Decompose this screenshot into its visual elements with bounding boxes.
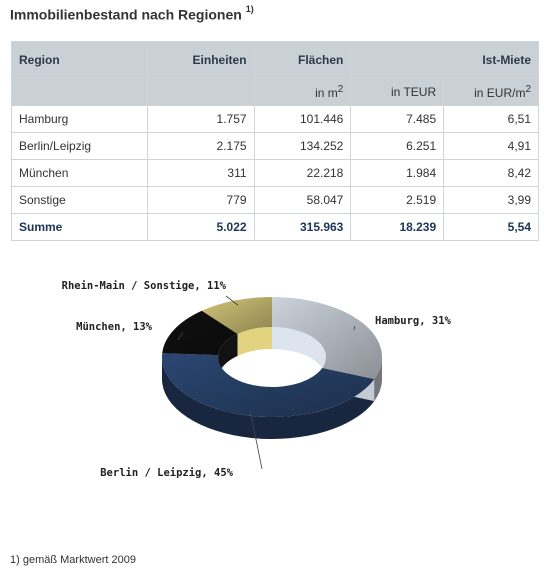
header-region: Region [12,42,148,78]
cell-teur: 2.519 [351,187,444,214]
table-row [12,160,539,187]
footnote-text: gemäß Marktwert 2009 [22,554,136,566]
data-label: Rhein-Main / Sonstige, 11% [61,280,226,292]
cell-teur: 7.485 [351,106,444,133]
table-row [12,106,539,133]
cell-flaechen: 101.446 [254,106,351,133]
cell-region: Hamburg [12,106,148,133]
title-note: 1) [245,4,254,14]
cell-eur: 5,54 [444,214,539,241]
cell-flaechen: 134.252 [254,133,351,160]
cell-eur: 6,51 [444,106,539,133]
units-empty-einheiten [147,78,254,106]
cell-einheiten: 311 [147,160,254,187]
cell-region: Sonstige [12,187,148,214]
data-label: Berlin / Leipzig, 45% [100,467,233,479]
cell-einheiten: 1.757 [147,106,254,133]
cell-eur: 3,99 [444,187,539,214]
header-einheiten: Einheiten [147,42,254,78]
header-ist-miete: Ist-Miete [351,42,539,78]
units-row [12,78,539,106]
units-empty-region [12,78,148,106]
footnote-marker: 1) [10,554,20,566]
cell-region: Berlin/Leipzig [12,133,148,160]
header-flaechen: Flächen [254,42,351,78]
data-label: Hamburg, 31% [375,315,451,327]
cell-flaechen: 58.047 [254,187,351,214]
cell-flaechen: 22.218 [254,160,351,187]
header-row [12,42,539,78]
region-table [11,41,539,241]
sum-row [12,214,539,241]
unit-teur: in TEUR [351,78,444,106]
page-title [10,6,254,23]
cell-flaechen: 315.963 [254,214,351,241]
cell-einheiten: 2.175 [147,133,254,160]
cell-einheiten: 779 [147,187,254,214]
cell-einheiten: 5.022 [147,214,254,241]
title-text: Immobilienbestand nach Regionen [10,6,242,23]
table-row [12,133,539,160]
cell-teur: 1.984 [351,160,444,187]
donut-chart [0,260,544,520]
cell-eur: 8,42 [444,160,539,187]
cell-teur: 18.239 [351,214,444,241]
unit-eur: in EUR/$m^2$ [444,78,539,106]
cell-eur: 4,91 [444,133,539,160]
cell-region: Summe [12,214,148,241]
data-label: München, 13% [76,321,152,333]
cell-teur: 6.251 [351,133,444,160]
cell-region: München [12,160,148,187]
donut-chart-svg [0,260,544,520]
table-row [12,187,539,214]
unit-flaechen: in $m^2$ [254,78,351,106]
footnote [10,554,136,566]
